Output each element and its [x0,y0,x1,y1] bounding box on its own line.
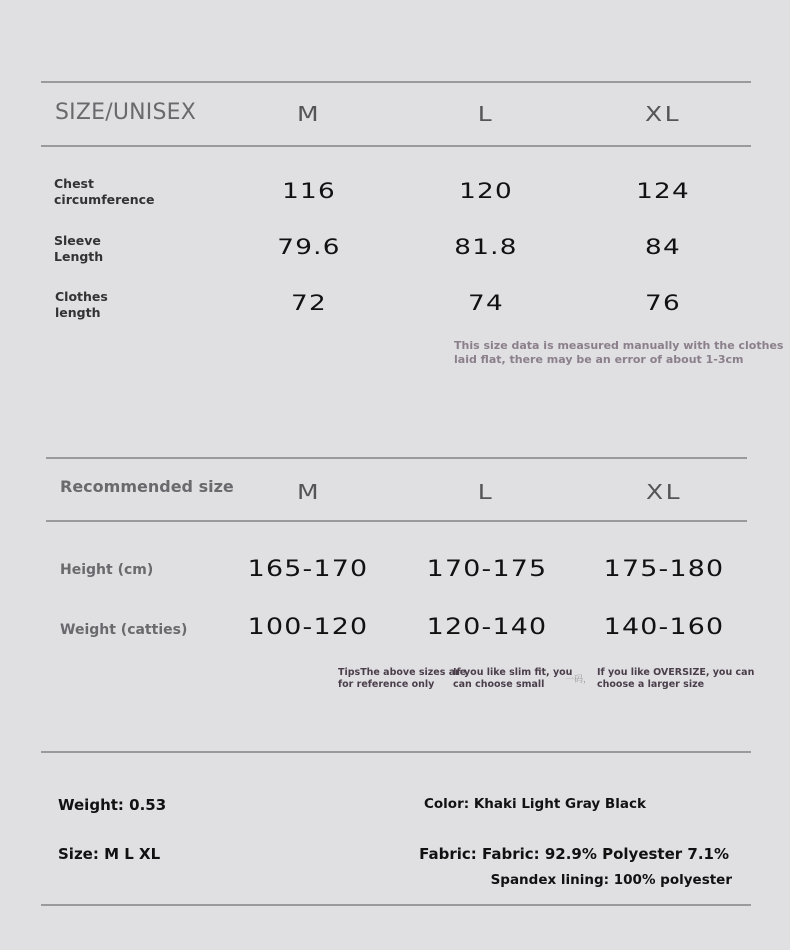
bottom-divider [41,904,751,906]
chest-xl: 124 [636,179,690,203]
tip-reference [338,667,466,691]
weight-xl: 140-160 [603,615,725,640]
tip-line: can choose small [453,679,545,690]
sleeve-m: 79.6 [277,235,341,259]
row-label-length [55,289,108,321]
note-line: laid flat, there may be an error of about 1-3cm [454,353,744,366]
note-line: This size data is measured manually with the clothes [454,339,784,352]
row-label-line: circumference [54,192,155,207]
tip-line: If you like OVERSIZE, you can [597,667,755,678]
row-label-line: Length [54,249,104,264]
height-l: 170-175 [426,557,548,582]
height-m: 165-170 [247,557,369,582]
tip-dash: 一码， [565,675,593,685]
recommended-header-m: M [296,480,322,504]
specs-top-divider [41,751,751,753]
height-xl: 175-180 [603,557,725,582]
recommended-header-l: L [477,480,495,504]
length-m: 72 [291,291,327,315]
spec-color: Color: Khaki Light Gray Black [424,796,646,812]
length-l: 74 [468,291,504,315]
row-label-chest [54,176,155,208]
row-label-sleeve [54,233,103,265]
weight-l: 120-140 [426,615,548,640]
row-label-line: length [55,305,101,320]
height-label: Height (cm) [60,562,154,578]
size-header-divider [41,145,751,147]
size-header-m: M [296,102,322,126]
weight-label: Weight (catties) [60,622,188,638]
spec-size: Size: M L XL [58,845,161,863]
chest-m: 116 [282,179,336,203]
size-header-xl: XL [644,102,682,126]
recommended-header-xl: XL [645,480,683,504]
tip-line: TipsThe above sizes are [338,667,467,678]
spec-weight: Weight: 0.53 [58,796,167,814]
recommended-header-divider [46,520,747,522]
measurement-note [454,339,783,367]
recommended-top-divider [46,457,747,459]
size-header-l: L [477,102,495,126]
row-label-line: Clothes [55,289,108,304]
weight-m: 100-120 [247,615,369,640]
top-divider [41,81,751,83]
sleeve-xl: 84 [645,235,681,259]
recommended-title: Recommended size [60,477,234,496]
spec-fabric: Fabric: Fabric: 92.9% Polyester 7.1% [419,845,729,863]
chest-l: 120 [459,179,513,203]
length-xl: 76 [645,291,681,315]
tip-slim-fit [453,667,572,691]
tip-line: If you like slim fit, you [453,667,573,678]
size-table-title: SIZE/UNISEX [55,100,197,125]
tip-line: for reference only [338,679,435,690]
spec-lining: Spandex lining: 100% polyester [490,872,732,888]
sleeve-l: 81.8 [454,235,518,259]
tip-oversize [597,667,754,691]
tip-line: choose a larger size [597,679,705,690]
row-label-line: Chest [54,176,94,191]
row-label-line: Sleeve [54,233,101,248]
